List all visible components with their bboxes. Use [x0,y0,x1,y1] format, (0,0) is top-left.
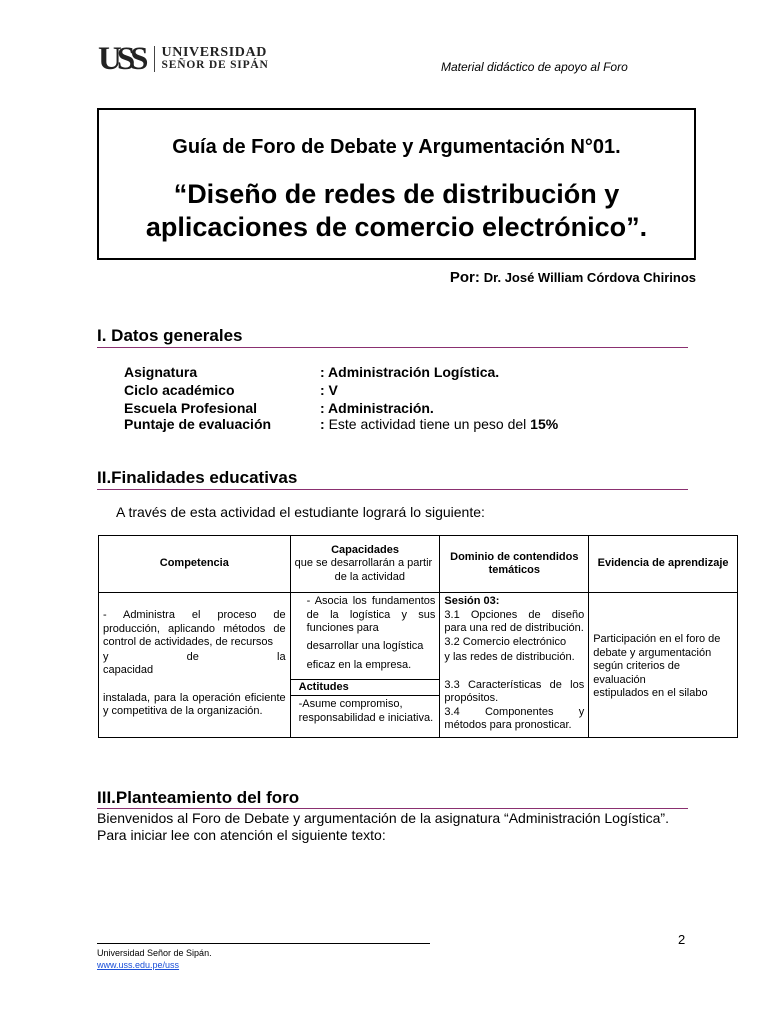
author-name: Dr. José William Córdova Chirinos [483,270,696,285]
header-capacidades-sub1: que se desarrollarán a partir [294,557,433,570]
dominio-text1: 3.1 Opciones de diseño para una red de distribución. [444,608,585,634]
header-evidencia: Evidencia de aprendizaje [589,536,738,593]
footer-university: Universidad Señor de Sipán. [97,948,212,958]
puntaje-text: Este actividad tiene un peso del [328,416,527,432]
logo-text [162,46,269,72]
guide-title: Guía de Foro de Debate y Argumentación N°01. [172,136,621,158]
dominio-text4: 3.3 Características de los propósitos. [444,678,585,704]
section-2-intro: A través de esta actividad el estudiante logrará lo siguiente: [116,504,485,520]
cell-capacidades [290,593,440,738]
page-number: 2 [678,932,686,947]
evidencia-text1: Participación en el foro de debate y argumentación según criterios de evaluación [593,633,721,686]
section-3-heading: III.Planteamiento del foro [97,788,300,807]
logo-separator [154,46,155,72]
general-label-asignatura: Asignatura [124,364,198,380]
main-title-line1: “Diseño de redes de distribución y [173,179,620,209]
capacidades-text2: desarrollar una logística [306,639,424,652]
header-dominio: Dominio de contendidos temáticos [440,536,589,593]
general-label-ciclo: Ciclo académico [124,382,235,398]
general-value-escuela: : Administración. [320,400,434,416]
table-header-row [99,536,738,593]
section-3-paragraph: Bienvenidos al Foro de Debate y argumentación de la asignatura “Administración Logística”. Para iniciar lee con atención el siguiente texto: [97,810,669,843]
header-capacidades-sub2: de la actividad [334,570,405,583]
header-capacidades-title: Capacidades [331,543,399,556]
cell-evidencia [589,593,738,738]
competencies-table [98,535,738,738]
puntaje-colon: : [320,416,325,432]
dominio-text2: 3.2 Comercio electrónico [444,635,567,648]
logo-line1: UNIVERSIDAD [161,45,267,60]
competencia-text1: - Administra el proceso de producción, aplicando métodos de control de actividades, de recursos [103,609,286,648]
logo-mark: USS [98,41,144,77]
section-2-rule [97,489,688,490]
footer-link[interactable]: www.uss.edu.pe/uss [97,960,180,970]
capacidades-text1: - Asocia los fundamentos de la logística y sus funciones para [306,595,436,634]
competencia-text3: instalada, para la operación eficiente y competitiva de la organización. [103,691,286,717]
logo-line2: SEÑOR DE SIPÁN [161,59,269,71]
footer-rule [97,943,430,944]
section-1-rule [97,347,688,348]
author-line [450,269,696,286]
cell-dominio [440,593,589,738]
dominio-title: Sesión 03: [444,595,500,607]
general-value-asignatura: : Administración Logística. [320,364,500,380]
cell-competencia [99,593,291,738]
dominio-text5: 3.4 Componentes y métodos para pronosticar. [444,705,585,731]
author-prefix: Por: [449,269,480,286]
actitudes-title: Actitudes [291,679,440,697]
header-capacidades [290,536,440,593]
puntaje-percent: 15% [530,416,559,432]
general-value-puntaje [320,416,558,433]
evidencia-text2: estipulados en el silabo [593,687,708,699]
capacidades-text3: eficaz en la empresa. [306,659,412,671]
main-title [99,178,694,244]
actitudes-text: -Asume compromiso, responsabilidad e iniciativa. [298,698,434,724]
section-2-heading: II.Finalidades educativas [97,468,298,487]
title-box [97,108,696,260]
main-title-line2: aplicaciones de comercio electrónico”. [145,212,648,242]
section-1-heading: I. Datos generales [97,326,243,345]
university-logo [98,41,269,77]
general-label-escuela: Escuela Profesional [124,400,258,416]
general-value-ciclo: : V [320,382,338,398]
dominio-text3: y las redes de distribución. [444,651,575,663]
header-competencia: Competencia [99,536,291,593]
table-body-row [99,593,738,738]
section-3-rule [97,808,688,809]
header-note: Material didáctico de apoyo al Foro [441,60,628,74]
competencia-text2: y de la capacidad [103,650,286,676]
general-label-puntaje: Puntaje de evaluación [124,416,272,432]
